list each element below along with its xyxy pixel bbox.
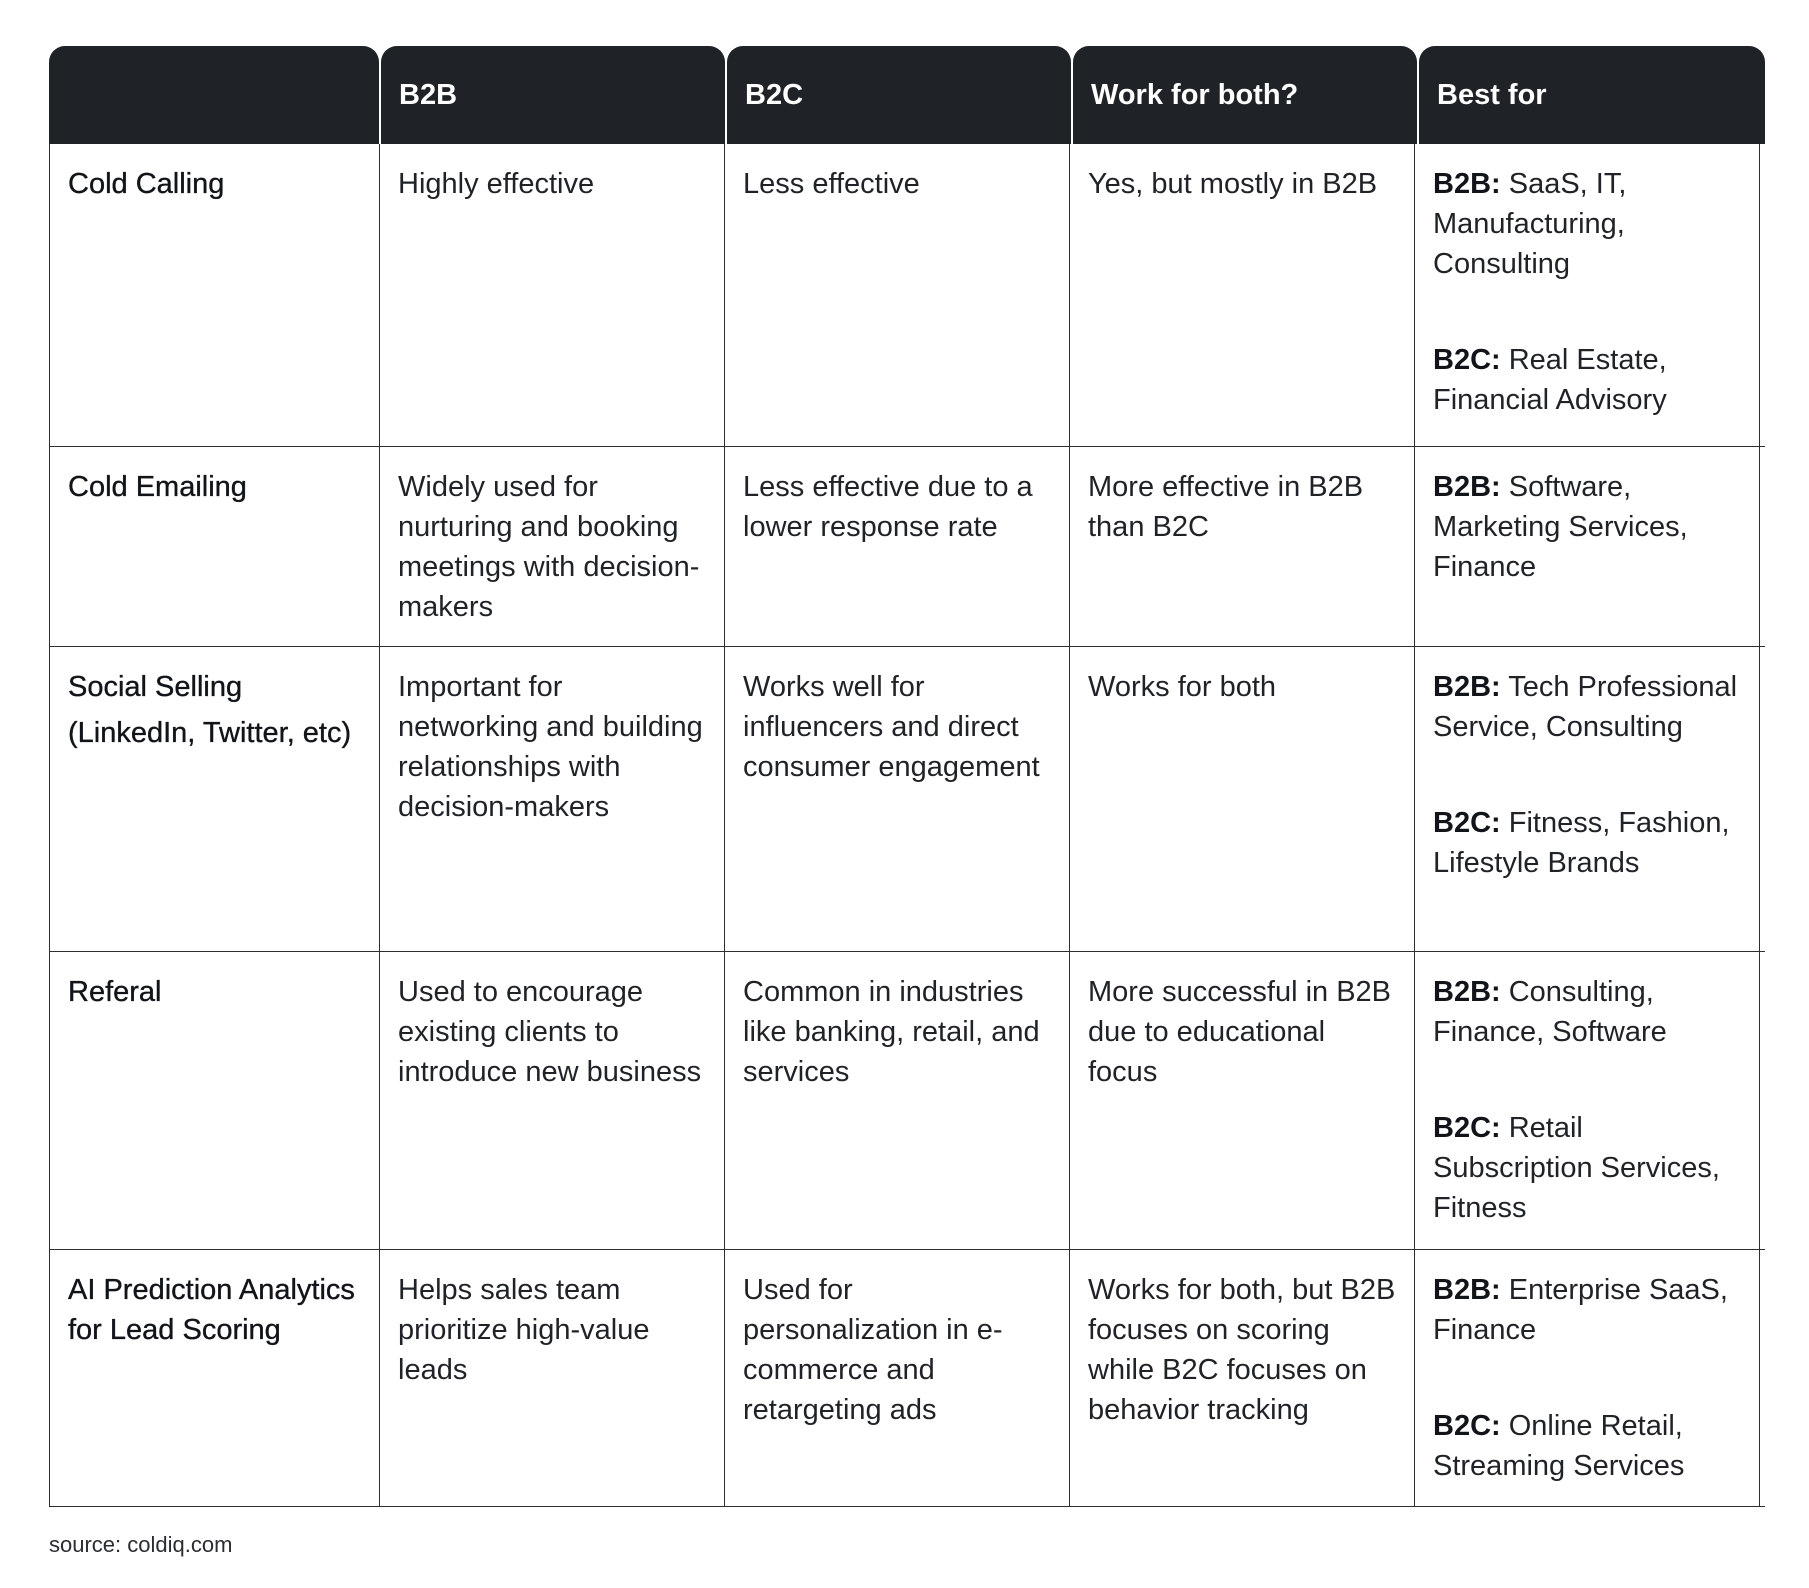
header-best-for: Best for	[1419, 46, 1765, 144]
cell-best-for	[1415, 647, 1760, 951]
best-for-b2c	[1433, 340, 1745, 420]
cell-best-for	[1415, 952, 1760, 1249]
best-for-b2c	[1433, 1108, 1745, 1228]
best-for-b2b-text: Tech Professional Service, Consulting	[1433, 671, 1738, 743]
cell-b2c: Less effective	[725, 144, 1070, 446]
table-header	[49, 46, 1765, 144]
header-work-for-both: Work for both?	[1073, 46, 1417, 144]
header-b2b: B2B	[381, 46, 725, 144]
cell-b2c: Less effective due to a lower response rate	[725, 447, 1070, 646]
b2c-tag: B2C:	[1433, 1112, 1501, 1144]
b2c-tag: B2C:	[1433, 1410, 1501, 1442]
b2c-tag: B2C:	[1433, 344, 1501, 376]
best-for-b2c-text: Retail Subscription Services, Fitness	[1433, 1112, 1720, 1224]
cell-work-for-both: More effective in B2B than B2C	[1070, 447, 1415, 646]
row-label: Referal	[50, 952, 380, 1249]
cell-b2b: Widely used for nurturing and booking meetings with decision-makers	[380, 447, 725, 646]
cell-best-for	[1415, 447, 1760, 646]
header-empty	[49, 46, 379, 144]
best-for-b2c-text: Fitness, Fashion, Lifestyle Brands	[1433, 807, 1730, 879]
b2b-tag: B2B:	[1433, 671, 1501, 703]
table-row	[50, 144, 1765, 446]
cell-b2b: Used to encourage existing clients to introduce new business	[380, 952, 725, 1249]
best-for-b2b	[1433, 667, 1745, 747]
table-row	[50, 646, 1765, 951]
best-for-b2b-text: Consulting, Finance, Software	[1433, 976, 1667, 1048]
cell-b2b: Highly effective	[380, 144, 725, 446]
cell-b2b: Important for networking and building relationships with decision-makers	[380, 647, 725, 951]
b2b-tag: B2B:	[1433, 168, 1501, 200]
row-label: Cold Calling	[50, 144, 380, 446]
best-for-b2b	[1433, 164, 1745, 284]
best-for-b2c	[1433, 803, 1745, 883]
row-label: Cold Emailing	[50, 447, 380, 646]
comparison-table	[49, 46, 1765, 1507]
best-for-b2b	[1433, 1270, 1745, 1350]
cell-b2c: Used for personalization in e-commerce and retargeting ads	[725, 1250, 1070, 1506]
cell-work-for-both: Works for both	[1070, 647, 1415, 951]
cell-work-for-both: Yes, but mostly in B2B	[1070, 144, 1415, 446]
row-label: Social Selling (LinkedIn, Twitter, etc)	[50, 647, 380, 951]
table-row	[50, 1249, 1765, 1506]
best-for-b2b-text: Software, Marketing Services, Finance	[1433, 471, 1688, 583]
best-for-b2b-text: Enterprise SaaS, Finance	[1433, 1274, 1728, 1346]
cell-b2c: Works well for influencers and direct consumer engagement	[725, 647, 1070, 951]
cell-work-for-both: Works for both, but B2B focuses on scoring while B2C focuses on behavior tracking	[1070, 1250, 1415, 1506]
b2b-tag: B2B:	[1433, 1274, 1501, 1306]
row-label: AI Prediction Analytics for Lead Scoring	[50, 1250, 380, 1506]
b2c-tag: B2C:	[1433, 807, 1501, 839]
best-for-b2c	[1433, 1406, 1745, 1486]
best-for-b2b-text: SaaS, IT, Manufacturing, Consulting	[1433, 168, 1627, 280]
best-for-b2c-text: Online Retail, Streaming Services	[1433, 1410, 1685, 1482]
best-for-b2b	[1433, 972, 1745, 1052]
table-row	[50, 951, 1765, 1249]
table-row	[50, 446, 1765, 646]
cell-best-for	[1415, 144, 1760, 446]
header-b2c: B2C	[727, 46, 1071, 144]
cell-b2b: Helps sales team prioritize high-value leads	[380, 1250, 725, 1506]
cell-work-for-both: More successful in B2B due to educational focus	[1070, 952, 1415, 1249]
best-for-b2c-text: Real Estate, Financial Advisory	[1433, 344, 1667, 416]
cell-b2c: Common in industries like banking, retail, and services	[725, 952, 1070, 1249]
table-body	[49, 144, 1765, 1507]
source-caption: source: coldiq.com	[49, 1532, 233, 1557]
cell-best-for	[1415, 1250, 1760, 1506]
best-for-b2b	[1433, 467, 1745, 587]
b2b-tag: B2B:	[1433, 471, 1501, 503]
b2b-tag: B2B:	[1433, 976, 1501, 1008]
